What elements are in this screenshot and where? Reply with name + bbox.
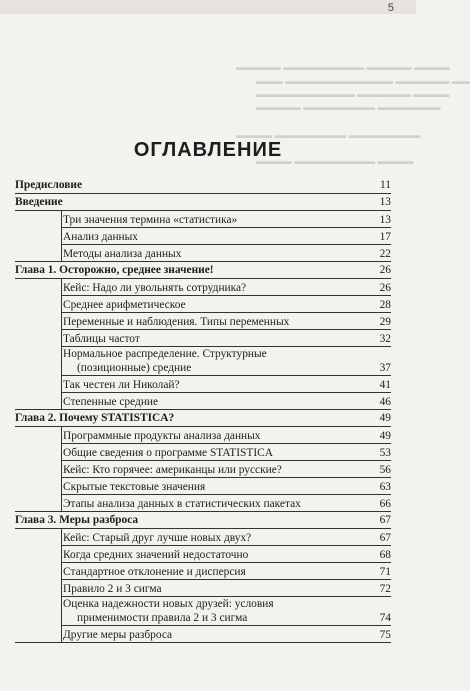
toc-section-title (15, 480, 363, 494)
page-title: ОГЛАВЛЕНИЕ (133, 139, 283, 162)
page-number: 5 (387, 2, 394, 14)
toc-page-number: 37 (379, 362, 391, 374)
toc-page-number: 13 (379, 196, 391, 208)
toc-section-title-line: Три значения термина «статистика» (63, 214, 238, 226)
toc-page-number: 26 (379, 264, 391, 276)
toc-page-number: 75 (379, 629, 391, 641)
toc-section-title (15, 247, 363, 261)
toc-section-title (15, 531, 363, 545)
toc-section-title-line: Кейс: Надо ли увольнять сотрудника? (63, 282, 247, 294)
toc-chapter-row (15, 512, 391, 529)
toc-section-title-line: Кейс: Кто горячее: американцы или русские? (63, 464, 282, 476)
toc-section-title-line: Скрытые текстовые значения (63, 481, 206, 493)
toc-section-title (15, 548, 363, 562)
toc-section-title (15, 378, 363, 392)
toc-section-row (15, 563, 391, 580)
toc-section-row (15, 495, 391, 512)
toc-section-row (15, 313, 391, 330)
toc-page-number: 28 (379, 299, 391, 311)
toc-section-row (15, 461, 391, 478)
toc-section-title-line: (позиционные) средние (77, 362, 192, 374)
toc-page-number: 49 (379, 412, 391, 424)
toc-section-row (15, 626, 391, 643)
toc-section-title (15, 429, 363, 443)
page-edge (0, 0, 416, 14)
toc-page-number: 66 (379, 498, 391, 510)
toc-section-title (15, 497, 363, 511)
toc-section-title (15, 347, 363, 375)
toc-section-title (15, 395, 363, 409)
toc-section-group (15, 427, 391, 512)
toc-section-title (15, 332, 363, 346)
toc-section-row (15, 529, 391, 546)
toc-chapter-row (15, 177, 391, 194)
toc-page-number: 22 (379, 248, 391, 260)
toc-chapter-row (15, 194, 391, 211)
toc-section-group (15, 529, 391, 643)
toc-page-number: 67 (379, 532, 391, 544)
toc-page-number: 72 (379, 583, 391, 595)
toc-chapter-title: Введение (15, 196, 63, 208)
toc-section-title-line: Степенные средние (63, 396, 159, 408)
toc-section-row (15, 330, 391, 347)
toc-page-number: 74 (379, 612, 391, 624)
toc-section-title-line: Оценка надежности новых друзей: условия (63, 598, 274, 610)
toc-section-title (15, 446, 363, 460)
toc-section-title-line: Методы анализа данных (63, 248, 182, 260)
bleed-through-text: ▬▬▬▬ ▬▬▬▬▬▬▬▬ ▬▬▬▬▬▬▬▬ (236, 130, 421, 140)
toc-section-group (15, 211, 391, 262)
toc-section-row (15, 376, 391, 393)
toc-page-number: 46 (379, 396, 391, 408)
toc-section-title-line: Анализ данных (63, 231, 138, 243)
table-of-contents (15, 177, 391, 643)
toc-section-row (15, 597, 391, 626)
toc-section-title-line: Нормальное распределение. Структурные (63, 348, 267, 360)
toc-page-number: 32 (379, 333, 391, 345)
toc-section-row (15, 245, 391, 262)
toc-section-title-line: Кейс: Старый друг лучше новых двух? (63, 532, 252, 544)
toc-section-row (15, 478, 391, 495)
toc-section-row (15, 393, 391, 410)
toc-section-row (15, 296, 391, 313)
toc-section-title-line: Когда средних значений недостаточно (63, 549, 249, 561)
bleed-through-text: ▬▬▬▬▬ ▬▬▬▬▬▬▬▬ ▬▬▬▬▬▬▬ (256, 102, 441, 112)
toc-page-number: 26 (379, 282, 391, 294)
toc-section-title (15, 582, 363, 596)
toc-section-group (15, 279, 391, 410)
toc-page-number: 71 (379, 566, 391, 578)
toc-section-title-line: Этапы анализа данных в статистических пакетах (63, 498, 301, 510)
toc-section-row (15, 580, 391, 597)
toc-section-title-line: Так честен ли Николай? (63, 379, 180, 391)
toc-section-title-line: Стандартное отклонение и дисперсия (63, 566, 246, 578)
toc-section-title-line: Другие меры разброса (63, 629, 173, 641)
bleed-through-text: ▬▬▬▬ ▬▬▬▬▬▬▬▬▬ ▬▬▬▬ (256, 156, 414, 166)
bleed-through-text: ▬▬▬ ▬▬▬▬▬▬▬▬▬▬▬▬ ▬▬▬▬▬▬ ▬▬ (256, 76, 470, 86)
toc-section-title (15, 298, 363, 312)
toc-page-number: 29 (379, 316, 391, 328)
toc-page-number: 41 (379, 379, 391, 391)
toc-section-title-line: Общие сведения о программе STATISTICA (63, 447, 273, 459)
toc-section-title-line: применимости правила 2 и 3 сигма (77, 612, 248, 624)
toc-section-title (15, 565, 363, 579)
toc-page-number: 63 (379, 481, 391, 493)
toc-page-number: 67 (379, 514, 391, 526)
toc-section-title-line: Переменные и наблюдения. Типы переменных (63, 316, 290, 328)
toc-section-row (15, 347, 391, 376)
toc-section-title-line: Программные продукты анализа данных (63, 430, 261, 442)
toc-chapter-row (15, 410, 391, 427)
toc-section-title-line: Правило 2 и 3 сигма (63, 583, 162, 595)
toc-chapter-row (15, 262, 391, 279)
toc-chapter-title: Глава 1. Осторожно, среднее значение! (15, 264, 214, 276)
toc-section-title-line: Таблицы частот (63, 333, 140, 345)
toc-section-title (15, 628, 363, 642)
toc-section-row (15, 427, 391, 444)
toc-section-title (15, 597, 363, 625)
toc-section-title (15, 230, 363, 244)
toc-section-row (15, 279, 391, 296)
toc-page-number: 53 (379, 447, 391, 459)
toc-page-number: 17 (379, 231, 391, 243)
toc-section-row (15, 444, 391, 461)
toc-page-number: 68 (379, 549, 391, 561)
toc-chapter-title: Предисловие (15, 179, 83, 191)
toc-page-number: 49 (379, 430, 391, 442)
toc-section-title-line: Среднее арифметическое (63, 299, 186, 311)
toc-section-title (15, 315, 363, 329)
toc-chapter-title: Глава 3. Меры разброса (15, 514, 139, 526)
toc-section-row (15, 211, 391, 228)
toc-section-title (15, 213, 363, 227)
toc-section-title (15, 463, 363, 477)
toc-page-number: 56 (379, 464, 391, 476)
toc-section-row (15, 546, 391, 563)
toc-section-title (15, 281, 363, 295)
toc-section-row (15, 228, 391, 245)
toc-page-number: 13 (379, 214, 391, 226)
toc-chapter-title: Глава 2. Почему STATISTICA? (15, 412, 175, 424)
bleed-through-text: ▬▬▬▬▬ ▬▬▬▬▬▬▬▬▬ ▬▬▬▬▬ ▬▬▬▬ (236, 62, 450, 72)
toc-page-number: 11 (380, 179, 391, 191)
bleed-through-text: ▬▬▬▬▬▬▬▬▬▬▬ ▬▬▬▬▬▬ ▬▬▬▬ (256, 89, 450, 99)
